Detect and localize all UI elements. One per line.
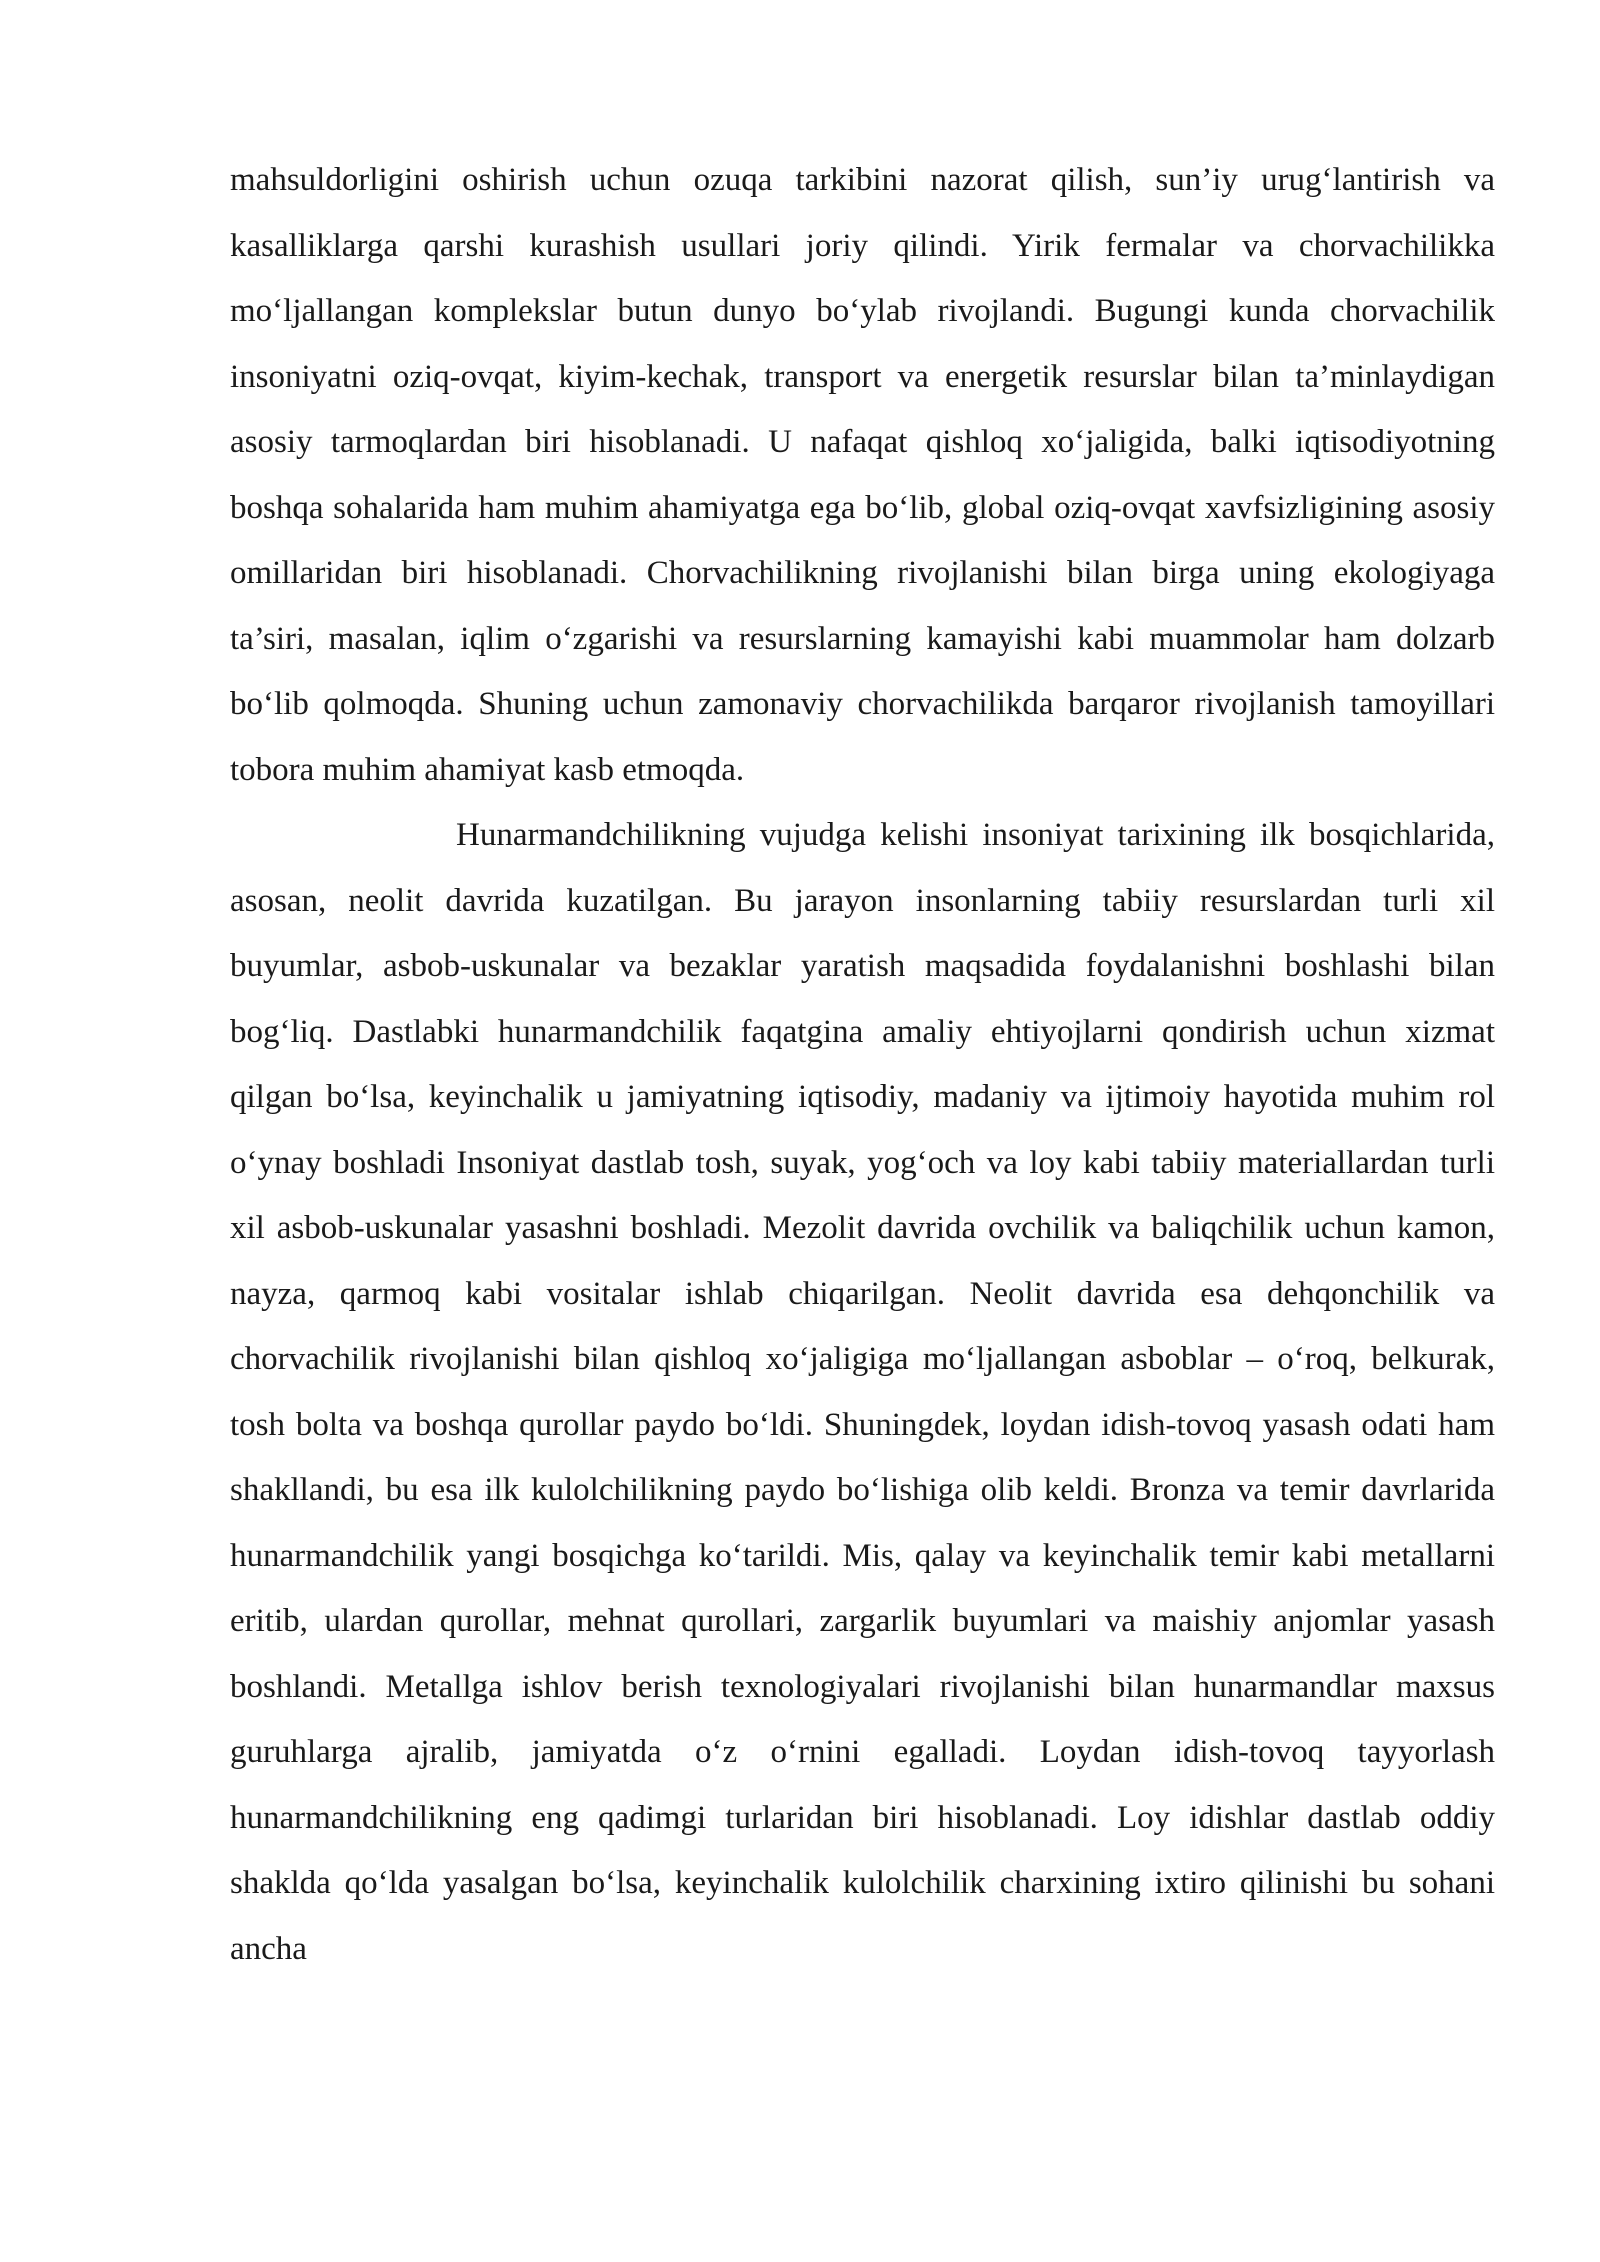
paragraph-crafts: Hunarmandchilikning vujudga kelishi insoniyat tarixining ilk bosqichlarida, asosan, neolit davrida kuzatilgan. Bu jarayon insonlarning tabiiy resurslardan turli xil buyumlar, asbob-uskunalar va bezaklar yaratish maqsadida foydalanishni boshlashi bilan bog‘liq. Dastlabki hunarmandchilik faqatgina amaliy ehtiyojlarni qondirish uchun xizmat qilgan bo‘lsa, keyinchalik u jamiyatning iqtisodiy, madaniy va ijtimoiy hayotida muhim rol o‘ynay boshladi Insoniyat dastlab tosh, suyak, yog‘och va loy kabi tabiiy materiallardan turli xil asbob-uskunalar yasashni boshladi. Mezolit davrida ovchilik va baliqchilik uchun kamon, nayza, qarmoq kabi vositalar ishlab chiqarilgan. Neolit davrida esa dehqonchilik va chorvachilik rivojlanishi bilan qishloq xo‘jaligiga mo‘ljallangan asboblar – o‘roq, belkurak, tosh bolta va boshqa qurollar paydo bo‘ldi. Shuningdek, loydan idish-tovoq yasash odati ham shakllandi, bu esa ilk kulolchilikning paydo bo‘lishiga olib keldi. Bronza va temir davrlarida hunarmandchilik yangi bosqichga ko‘tarildi. Mis, qalay va keyinchalik temir kabi metallarni eritib, ulardan qurollar, mehnat qurollari, zargarlik buyumlari va maishiy anjomlar yasash boshlandi. Metallga ishlov berish texnologiyalari rivojlanishi bilan hunarmandlar maxsus guruhlarga ajralib, jamiyatda o‘z o‘rnini egalladi. Loydan idish-tovoq tayyorlash hunarmandchilikning eng qadimgi turlaridan biri hisoblanadi. Loy idishlar dastlab oddiy shaklda qo‘lda yasalgan bo‘lsa, keyinchalik kulolchilik charxining ixtiro qilinishi bu sohani ancha: [230, 817, 1495, 1967]
body-text: [230, 148, 1495, 1982]
paragraph-livestock: mahsuldorligini oshirish uchun ozuqa tarkibini nazorat qilish, sun’iy urug‘lantirish va kasalliklarga qarshi kurashish usullari joriy qilindi. Yirik fermalar va chorvachilikka mo‘ljallangan komplekslar butun dunyo bo‘ylab rivojlandi. Bugungi kunda chorvachilik insoniyatni oziq-ovqat, kiyim-kechak, transport va energetik resurslar bilan ta’minlaydigan asosiy tarmoqlardan biri hisoblanadi. U nafaqat qishloq xo‘jaligida, balki iqtisodiyotning boshqa sohalarida ham muhim ahamiyatga ega bo‘lib, global oziq-ovqat xavfsizligining asosiy omillaridan biri hisoblanadi. Chorvachilikning rivojlanishi bilan birga uning ekologiyaga ta’siri, masalan, iqlim o‘zgarishi va resurslarning kamayishi kabi muammolar ham dolzarb bo‘lib qolmoqda. Shuning uchun zamonaviy chorvachilikda barqaror rivojlanish tamoyillari tobora muhim ahamiyat kasb etmoqda.: [230, 162, 1495, 788]
